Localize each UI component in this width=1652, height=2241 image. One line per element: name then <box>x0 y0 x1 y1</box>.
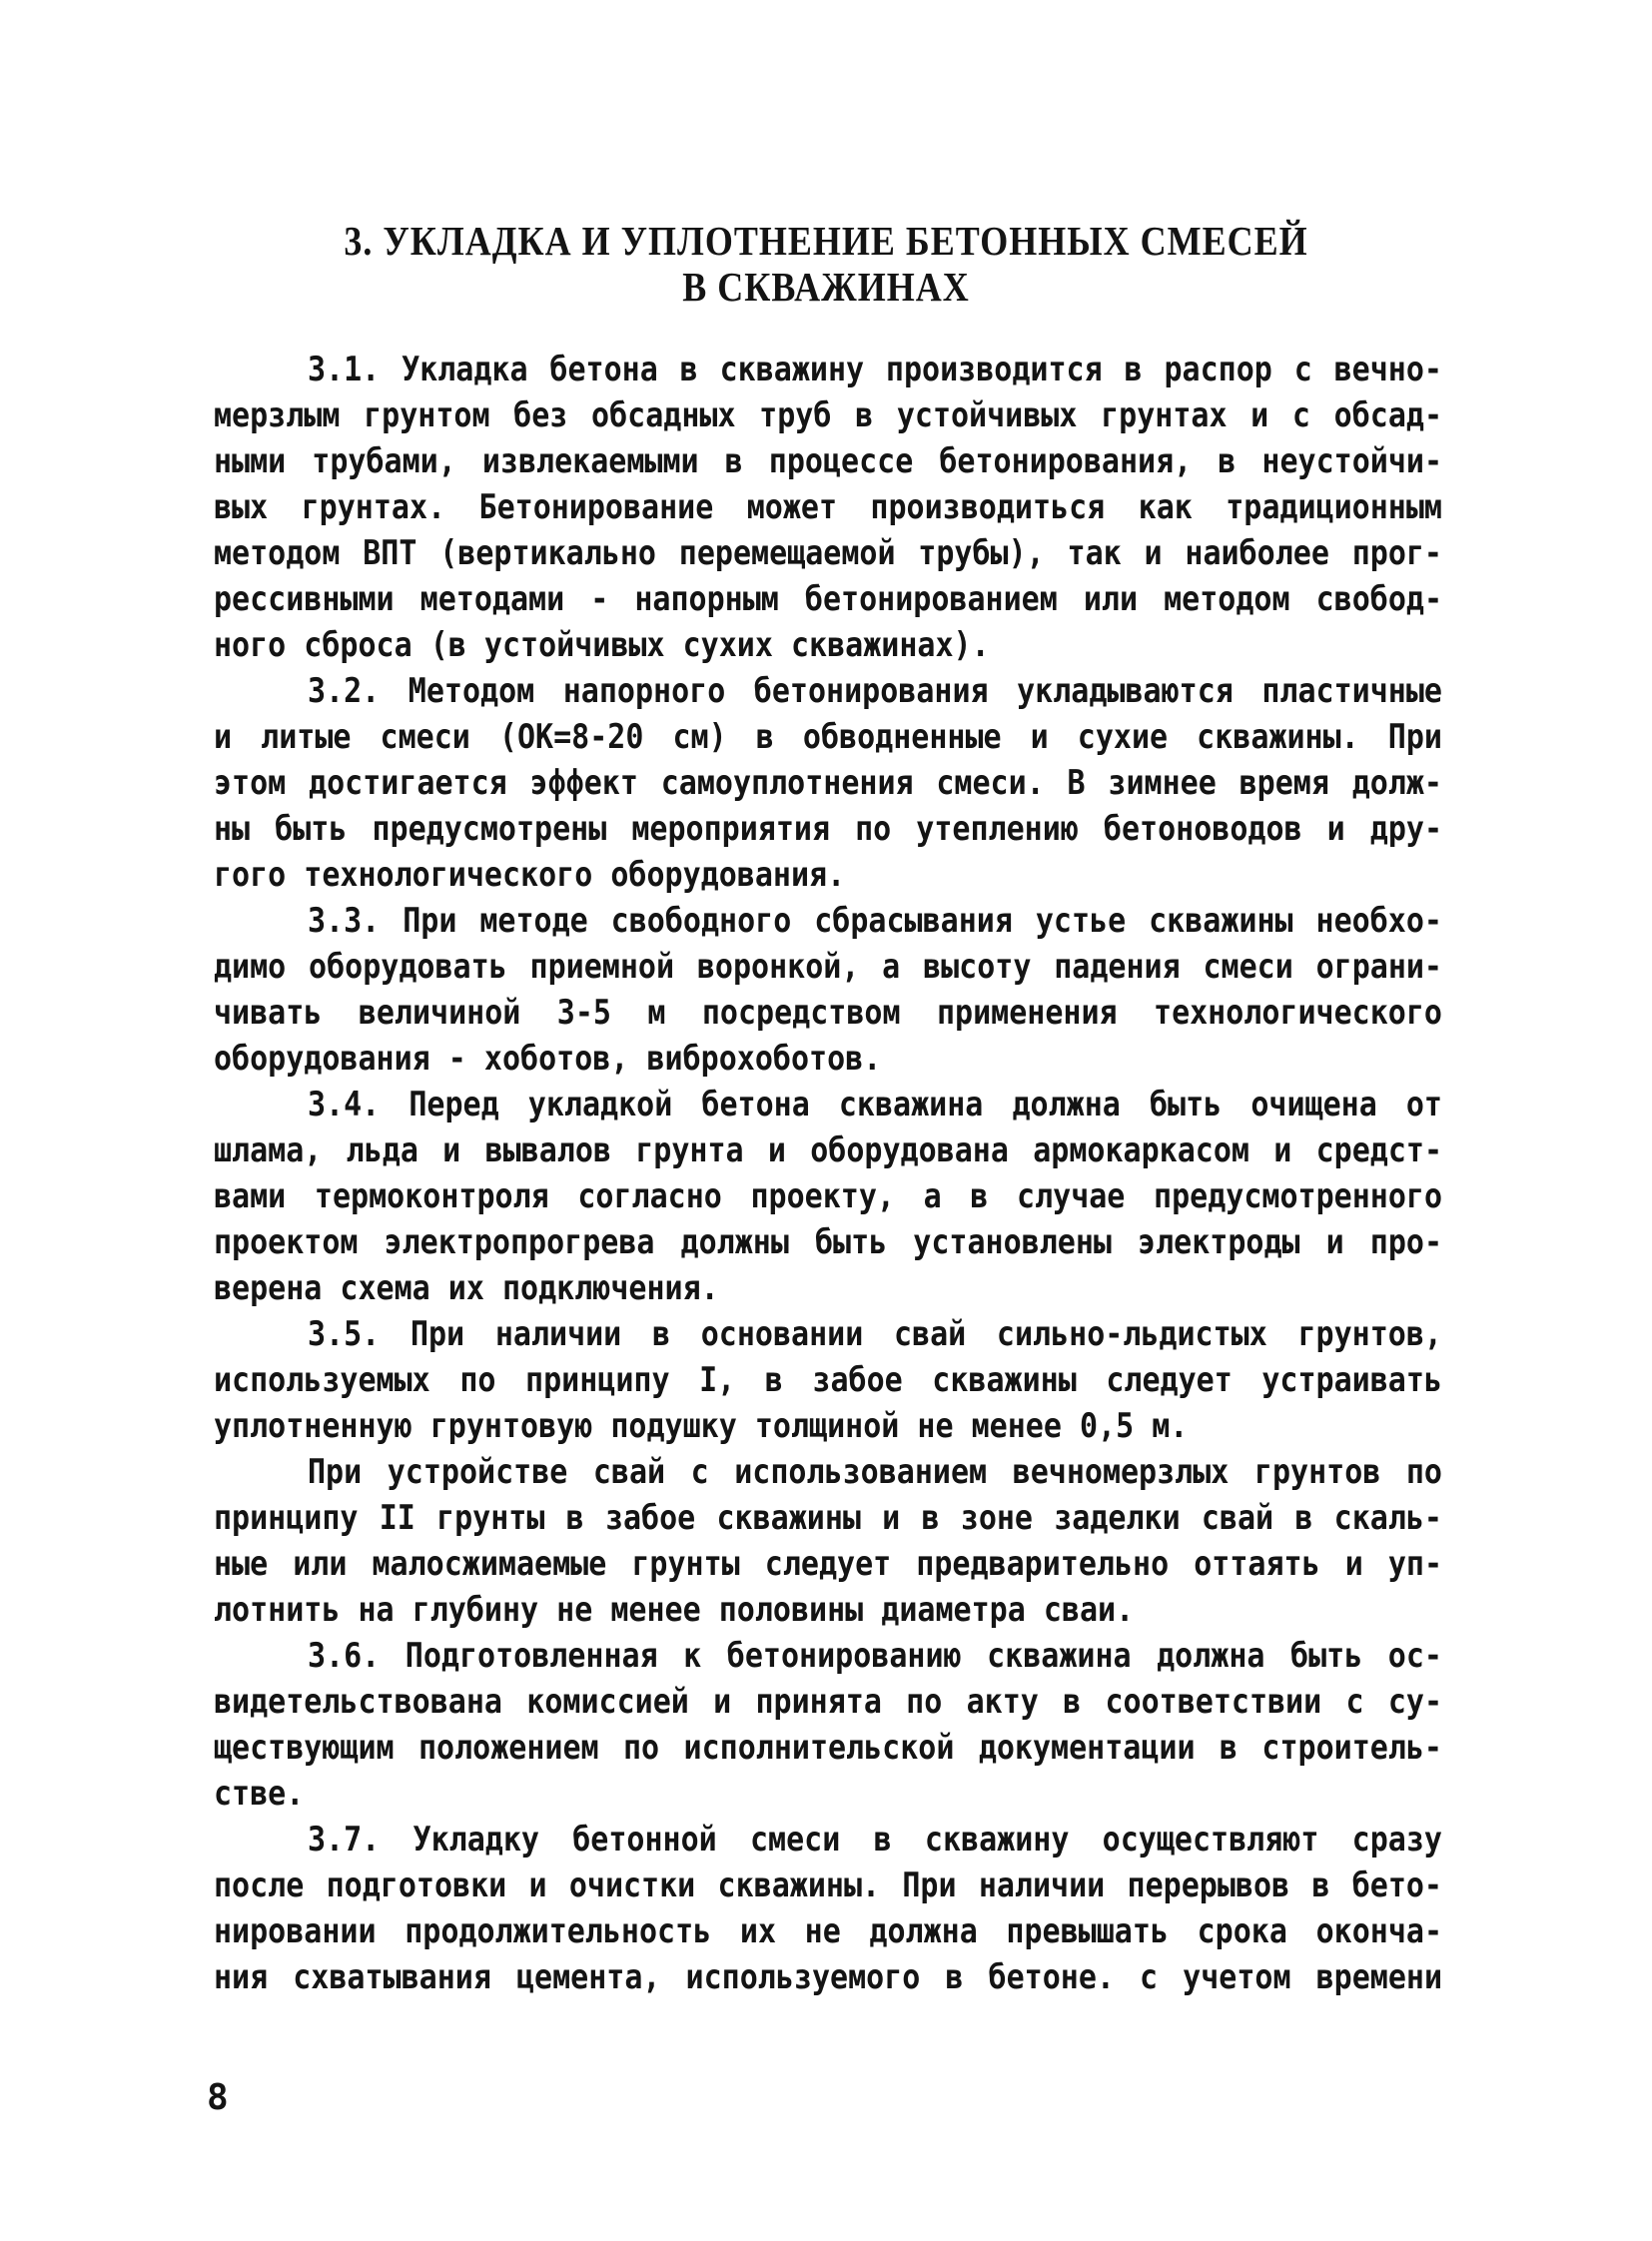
paragraph-3-4-line: верена схема их подключения. <box>214 1268 719 1309</box>
paragraph-3-7-line: ния схватывания цемента, используемого в бетоне. с учетом времени <box>214 1957 1442 1998</box>
paragraph-3-5b-line: лотнить на глубину не менее половины диаметра сваи. <box>214 1590 1135 1631</box>
paragraph-3-3-line: 3.3. При методе свободного сбрасывания устье скважины необхо- <box>308 901 1442 942</box>
paragraph-3-5b-line: При устройстве свай с использованием вечномерзлых грунтов по <box>308 1452 1442 1493</box>
paragraph-3-6-line: 3.6. Подготовленная к бетонированию скважина должна быть ос- <box>308 1636 1442 1677</box>
paragraph-3-3-line: чивать величиной 3-5 м посредством применения технологического <box>214 993 1442 1034</box>
paragraph-3-5-line: используемых по принципу I, в забое скважины следует устраивать <box>214 1360 1442 1401</box>
paragraph-3-1-line: мерзлым грунтом без обсадных труб в устойчивых грунтах и с обсад- <box>214 395 1442 436</box>
page-number: 8 <box>207 2077 229 2118</box>
paragraph-3-1-line: ного сброса (в устойчивых сухих скважинах). <box>214 625 990 666</box>
paragraph-3-1-line: 3.1. Укладка бетона в скважину производится в распор с вечно- <box>308 350 1442 390</box>
paragraph-3-4-line: 3.4. Перед укладкой бетона скважина должна быть очищена от <box>308 1085 1442 1125</box>
paragraph-3-6-line: ществующим положением по исполнительской документации в строитель- <box>214 1728 1442 1769</box>
paragraph-3-4-line: проектом электропрогрева должны быть установлены электроды и про- <box>214 1222 1442 1263</box>
paragraph-3-5-line: уплотненную грунтовую подушку толщиной не менее 0,5 м. <box>214 1406 1189 1447</box>
paragraph-3-2-line: и литые смеси (ОК=8-20 см) в обводненные и сухие скважины. При <box>214 717 1442 758</box>
paragraph-3-1-line: методом ВПТ (вертикально перемещаемой трубы), так и наиболее прог- <box>214 533 1442 574</box>
paragraph-3-3-line: оборудования - хоботов, виброхоботов. <box>214 1039 882 1080</box>
paragraph-3-2-line: 3.2. Методом напорного бетонирования укладываются пластичные <box>308 671 1442 712</box>
paragraph-3-5-line: 3.5. При наличии в основании свай сильно-льдистых грунтов, <box>308 1314 1442 1355</box>
paragraph-3-2-line: ны быть предусмотрены мероприятия по утеплению бетоноводов и дру- <box>214 809 1442 850</box>
paragraph-3-4-line: шлама, льда и вывалов грунта и оборудована армокаркасом и средст- <box>214 1130 1442 1171</box>
paragraph-3-3-line: димо оборудовать приемной воронкой, а высоту падения смеси ограни- <box>214 947 1442 988</box>
paragraph-3-1-line: ными трубами, извлекаемыми в процессе бетонирования, в неустойчи- <box>214 441 1442 482</box>
paragraph-3-6-line: видетельствована комиссией и принята по акту в соответствии с су- <box>214 1682 1442 1723</box>
paragraph-3-1-line: вых грунтах. Бетонирование может производиться как традиционным <box>214 487 1442 528</box>
paragraph-3-4-line: вами термоконтроля согласно проекту, а в случае предусмотренного <box>214 1176 1442 1217</box>
paragraph-3-2-line: гого технологического оборудования. <box>214 855 846 896</box>
paragraph-3-6-line: стве. <box>214 1774 305 1815</box>
paragraph-3-7-line: после подготовки и очистки скважины. При наличии перерывов в бето- <box>214 1866 1442 1906</box>
paragraph-3-7-line: нировании продолжительность их не должна превышать срока оконча- <box>214 1911 1442 1952</box>
section-title-line-2: В СКВАЖИНАХ <box>682 264 970 310</box>
section-title-line-1: 3. УКЛАДКА И УПЛОТНЕНИЕ БЕТОННЫХ СМЕСЕЙ <box>344 218 1308 264</box>
paragraph-3-2-line: этом достигается эффект самоуплотнения смеси. В зимнее время долж- <box>214 763 1442 804</box>
paragraph-3-5b-line: принципу II грунты в забое скважины и в зоне заделки свай в скаль- <box>214 1498 1442 1539</box>
paragraph-3-7-line: 3.7. Укладку бетонной смеси в скважину осуществляют сразу <box>308 1820 1442 1861</box>
paragraph-3-5b-line: ные или малосжимаемые грунты следует предварительно оттаять и уп- <box>214 1544 1442 1585</box>
paragraph-3-1-line: рессивными методами - напорным бетонированием или методом свобод- <box>214 579 1442 620</box>
